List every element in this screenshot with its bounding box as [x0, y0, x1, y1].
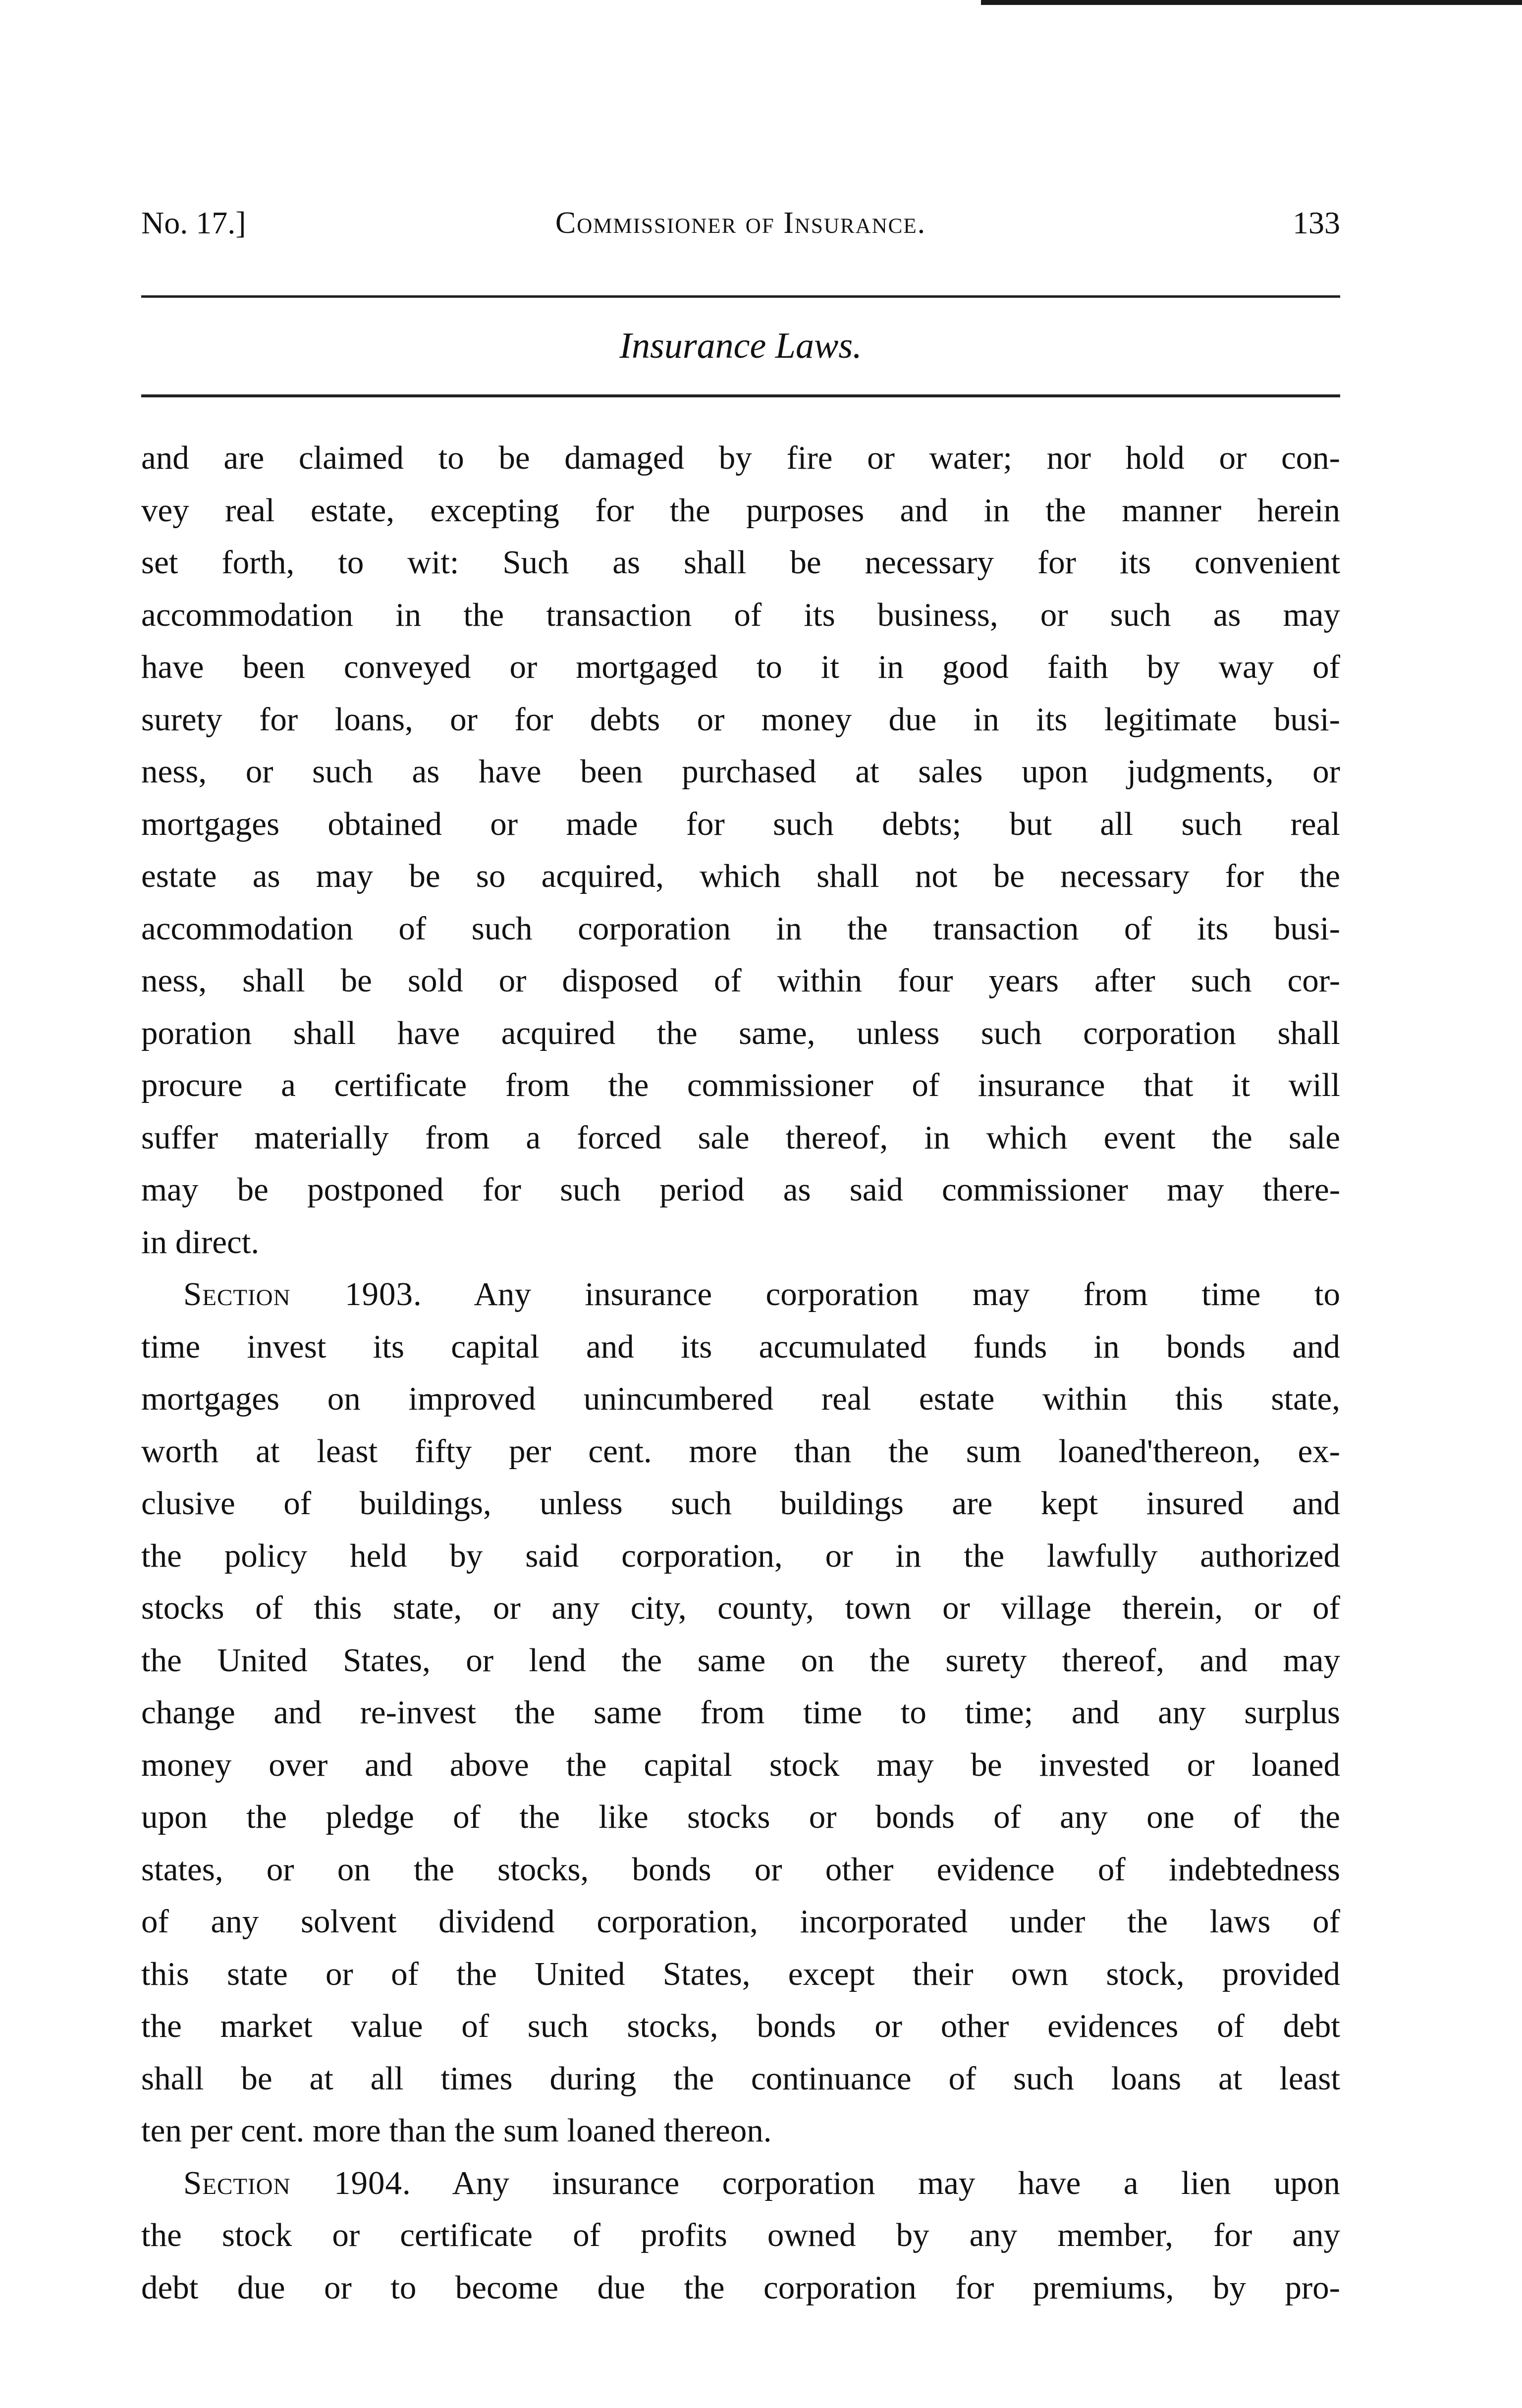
text-line: the policy held by said corporation, or in the lawfully authorized — [141, 1537, 1340, 1574]
text-line: have been conveyed or mortgaged to it in good faith by way of — [141, 649, 1340, 685]
text-line: accommodation of such corporation in the transaction of its busi- — [141, 910, 1340, 947]
running-header — [141, 196, 1340, 250]
section-1903-first-line — [141, 1268, 1340, 1321]
text-line: the stock or certificate of profits owned by any member, for any — [141, 2217, 1340, 2253]
text-line: stocks of this state, or any city, county, town or village therein, or of — [141, 1589, 1340, 1626]
text-line: clusive of buildings, unless such buildings are kept insured and — [141, 1485, 1340, 1522]
text-line: and are claimed to be damaged by fire or water; nor hold or con- — [141, 439, 1340, 476]
section-title: Insurance Laws. — [619, 326, 862, 366]
text-line: upon the pledge of the like stocks or bonds of any one of the — [141, 1799, 1340, 1835]
text-line: poration shall have acquired the same, unless such corporation shall — [141, 1014, 1340, 1051]
text-line: the market value of such stocks, bonds or other evidences of debt — [141, 2008, 1340, 2044]
text-line: in direct. — [141, 1223, 260, 1260]
text-line: surety for loans, or for debts or money due in its legitimate busi- — [141, 701, 1340, 738]
text-line: debt due or to become due the corporation for premiums, by pro- — [141, 2269, 1340, 2306]
text-line: ness, or such as have been purchased at sales upon judgments, or — [141, 753, 1340, 790]
text-line: vey real estate, excepting for the purposes and in the manner herein — [141, 492, 1340, 529]
text-line: worth at least fifty per cent. more than the sum loaned'thereon, ex- — [141, 1432, 1340, 1470]
header-rule — [141, 295, 1340, 298]
text-line: shall be at all times during the continuance of such loans at least — [141, 2060, 1340, 2097]
text-line: procure a certificate from the commissioner of insurance that it will — [141, 1067, 1340, 1103]
section-1903-label: Section 1903. — [183, 1276, 422, 1313]
text-line: suffer materially from a forced sale thereof, in which event the sale — [141, 1119, 1340, 1156]
text-line: time invest its capital and its accumulated funds in bonds and — [141, 1328, 1340, 1365]
text-line: estate as may be so acquired, which shall not be necessary for the — [141, 858, 1340, 894]
text-line: this state or of the United States, except their own stock, provided — [141, 1955, 1340, 1992]
header-title: Commissioner of Insurance. — [555, 206, 926, 240]
text-line: money over and above the capital stock may be invested or loaned — [141, 1746, 1340, 1783]
text-line: of any solvent dividend corporation, incorporated under the laws of — [141, 1903, 1340, 1940]
text-line: ten per cent. more than the sum loaned thereon. — [141, 2112, 772, 2149]
page-number: 133 — [1293, 205, 1340, 240]
text-line: change and re-invest the same from time to time; and any surplus — [141, 1694, 1340, 1731]
document-number: No. 17.] — [141, 205, 246, 240]
text-line: mortgages obtained or made for such debts; but all such real — [141, 805, 1340, 842]
text-line: accommodation in the transaction of its business, or such as may — [141, 596, 1340, 633]
body-text — [141, 432, 1340, 2314]
text-line: ness, shall be sold or disposed of within four years after such cor- — [141, 962, 1340, 999]
section-1904-first-line — [141, 2157, 1340, 2210]
text-line: may be postponed for such period as said commissioner may there- — [141, 1171, 1340, 1208]
section-1904-text: Any insurance corporation may have a lien upon — [452, 2164, 1340, 2201]
text-line: the United States, or lend the same on the surety thereof, and may — [141, 1642, 1340, 1679]
text-line: states, or on the stocks, bonds or other evidence of indebtedness — [141, 1851, 1340, 1888]
section-1903-text: Any insurance corporation may from time to — [474, 1276, 1340, 1313]
text-line: set forth, to wit: Such as shall be necessary for its convenient — [141, 544, 1340, 581]
text-line: mortgages on improved unincumbered real estate within this state, — [141, 1380, 1340, 1417]
section-title-rule — [141, 394, 1340, 397]
scan-edge — [981, 0, 1522, 5]
section-1904-label: Section 1904. — [183, 2164, 411, 2201]
